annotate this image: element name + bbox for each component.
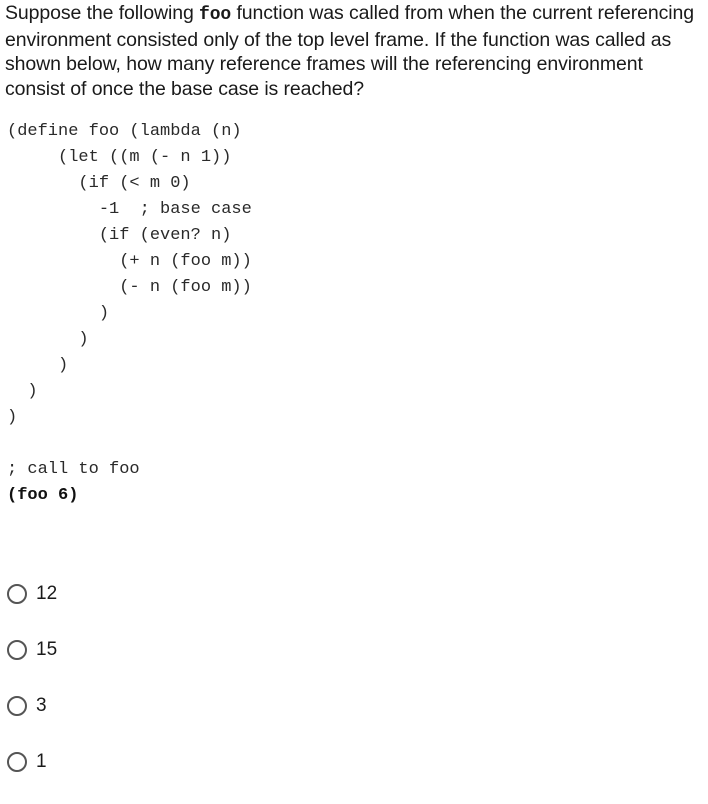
question-keyword: foo bbox=[199, 5, 232, 25]
radio-button-icon[interactable] bbox=[7, 584, 27, 604]
radio-button-icon[interactable] bbox=[7, 752, 27, 772]
option-label: 12 bbox=[36, 583, 58, 604]
code-comment: ; call to foo bbox=[7, 460, 140, 479]
answer-option-15[interactable] bbox=[7, 636, 57, 664]
code-line: (let ((m (- n 1)) bbox=[7, 148, 232, 167]
code-line: ) bbox=[7, 382, 38, 401]
code-line: ) bbox=[7, 408, 18, 427]
question-text bbox=[5, 1, 707, 101]
code-line: (define foo (lambda (n) bbox=[7, 122, 242, 141]
option-label: 1 bbox=[36, 751, 47, 772]
answer-option-12[interactable] bbox=[7, 580, 57, 608]
answer-options bbox=[7, 580, 57, 804]
code-line: (+ n (foo m)) bbox=[7, 252, 252, 271]
code-line: -1 ; base case bbox=[7, 200, 252, 219]
answer-option-3[interactable] bbox=[7, 692, 57, 720]
option-label: 15 bbox=[36, 639, 58, 660]
radio-button-icon[interactable] bbox=[7, 696, 27, 716]
code-block bbox=[7, 119, 252, 509]
code-line: (if (< m 0) bbox=[7, 174, 191, 193]
code-line: ) bbox=[7, 330, 89, 349]
code-line: ) bbox=[7, 304, 110, 323]
option-label: 3 bbox=[36, 695, 47, 716]
code-call: (foo 6) bbox=[7, 486, 79, 505]
radio-button-icon[interactable] bbox=[7, 640, 27, 660]
code-line: ) bbox=[7, 356, 69, 375]
answer-option-1[interactable] bbox=[7, 748, 57, 776]
question-part-2: function was called from when the current referencing environment consisted only of the top level frame. If the function was called as shown below, how many reference frames will the referencing environment consist of once the base case is reached? bbox=[5, 2, 694, 100]
code-line: (- n (foo m)) bbox=[7, 278, 252, 297]
code-line: (if (even? n) bbox=[7, 226, 232, 245]
question-part-1: Suppose the following bbox=[5, 2, 200, 24]
